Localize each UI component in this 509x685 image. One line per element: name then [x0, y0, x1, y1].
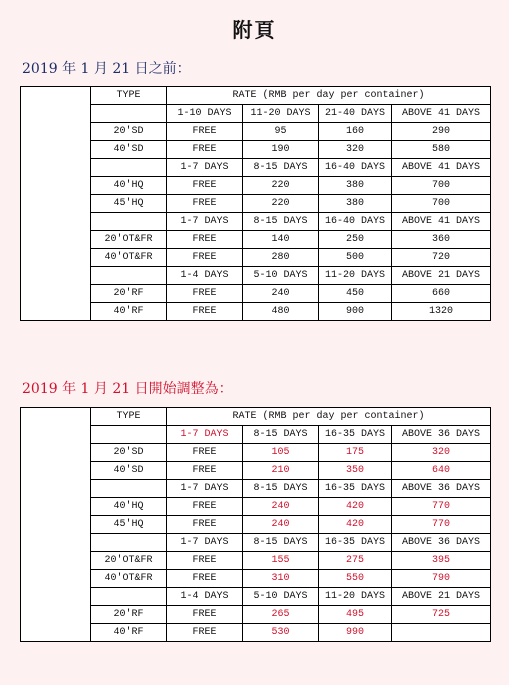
container-type-cell: 40'HQ: [91, 177, 167, 195]
period-cell: ABOVE 41 DAYS: [392, 105, 491, 123]
period-cell: 1-4 DAYS: [167, 267, 243, 285]
container-type-cell: 45'HQ: [91, 516, 167, 534]
period-cell: 16-40 DAYS: [319, 159, 392, 177]
table-row: [21, 123, 491, 141]
table-row: [21, 195, 491, 213]
period-cell: ABOVE 36 DAYS: [392, 480, 491, 498]
rate-value-cell: FREE: [167, 285, 243, 303]
table-row: [21, 624, 491, 642]
period-row: [21, 426, 491, 444]
table-row: [21, 285, 491, 303]
rate-value-cell: 95: [243, 123, 319, 141]
period-cell: 16-40 DAYS: [319, 213, 392, 231]
rate-value-cell: 420: [319, 498, 392, 516]
rate-value-cell: FREE: [167, 195, 243, 213]
rate-value-cell: 220: [243, 195, 319, 213]
rate-header: RATE (RMB per day per container): [167, 87, 491, 105]
rate-value-cell: 770: [392, 516, 491, 534]
rate-value-cell: FREE: [167, 462, 243, 480]
table-row: [21, 249, 491, 267]
container-type-cell: 40'OT&FR: [91, 570, 167, 588]
period-row: [21, 105, 491, 123]
period-row: [21, 480, 491, 498]
rate-value-cell: 310: [243, 570, 319, 588]
rate-value-cell: 420: [319, 516, 392, 534]
container-type-cell: 40'SD: [91, 462, 167, 480]
rate-value-cell: 700: [392, 195, 491, 213]
rate-value-cell: 720: [392, 249, 491, 267]
table-row: [21, 303, 491, 321]
container-type-cell: 20'SD: [91, 123, 167, 141]
period-cell: 11-20 DAYS: [319, 588, 392, 606]
rate-value-cell: 640: [392, 462, 491, 480]
period-type-blank: [91, 267, 167, 285]
period-type-blank: [91, 105, 167, 123]
rate-value-cell: 1320: [392, 303, 491, 321]
rate-value-cell: FREE: [167, 624, 243, 642]
period-cell: 1-7 DAYS: [167, 159, 243, 177]
container-type-cell: 20'RF: [91, 285, 167, 303]
rate-value-cell: FREE: [167, 516, 243, 534]
rate-value-cell: FREE: [167, 606, 243, 624]
type-header: TYPE: [91, 87, 167, 105]
period-row: [21, 588, 491, 606]
rate-value-cell: 160: [319, 123, 392, 141]
table-row: [21, 141, 491, 159]
rate-value-cell: FREE: [167, 498, 243, 516]
period-type-blank: [91, 588, 167, 606]
rate-value-cell: FREE: [167, 231, 243, 249]
period-type-blank: [91, 213, 167, 231]
rate-value-cell: 990: [319, 624, 392, 642]
container-type-cell: 20'SD: [91, 444, 167, 462]
rate-value-cell: 350: [319, 462, 392, 480]
table-row: [21, 498, 491, 516]
rate-value-cell: 380: [319, 177, 392, 195]
period-cell: 5-10 DAYS: [243, 588, 319, 606]
container-type-cell: 20'RF: [91, 606, 167, 624]
rate-value-cell: [392, 624, 491, 642]
rate-value-cell: 580: [392, 141, 491, 159]
type-header: TYPE: [91, 408, 167, 426]
rate-value-cell: FREE: [167, 570, 243, 588]
rate-value-cell: 140: [243, 231, 319, 249]
period-row: [21, 213, 491, 231]
rate-value-cell: 500: [319, 249, 392, 267]
period-type-blank: [91, 426, 167, 444]
rate-table-after: [20, 407, 491, 642]
period-cell: 16-35 DAYS: [319, 426, 392, 444]
rate-value-cell: 220: [243, 177, 319, 195]
header-row: [21, 87, 491, 105]
blank-column: [21, 87, 91, 321]
period-cell: 8-15 DAYS: [243, 480, 319, 498]
rate-value-cell: 700: [392, 177, 491, 195]
period-cell: 1-7 DAYS: [167, 426, 243, 444]
section-heading-after: 2019 年 1 月 21 日開始調整為：: [22, 381, 233, 397]
rate-value-cell: 210: [243, 462, 319, 480]
period-type-blank: [91, 159, 167, 177]
rate-value-cell: 290: [392, 123, 491, 141]
period-cell: 11-20 DAYS: [243, 105, 319, 123]
table-row: [21, 516, 491, 534]
rate-value-cell: 530: [243, 624, 319, 642]
period-cell: 5-10 DAYS: [243, 267, 319, 285]
container-type-cell: 45'HQ: [91, 195, 167, 213]
period-type-blank: [91, 534, 167, 552]
table-row: [21, 570, 491, 588]
rate-value-cell: 265: [243, 606, 319, 624]
rate-value-cell: 105: [243, 444, 319, 462]
period-cell: 8-15 DAYS: [243, 426, 319, 444]
period-cell: ABOVE 36 DAYS: [392, 534, 491, 552]
period-cell: 8-15 DAYS: [243, 534, 319, 552]
rate-value-cell: 240: [243, 285, 319, 303]
period-cell: 16-35 DAYS: [319, 534, 392, 552]
rate-value-cell: 175: [319, 444, 392, 462]
rate-value-cell: FREE: [167, 123, 243, 141]
period-cell: ABOVE 21 DAYS: [392, 267, 491, 285]
section-heading-before: 2019 年 1 月 21 日之前：: [22, 61, 191, 77]
rate-value-cell: 450: [319, 285, 392, 303]
rate-value-cell: 395: [392, 552, 491, 570]
period-row: [21, 159, 491, 177]
period-type-blank: [91, 480, 167, 498]
rate-header: RATE (RMB per day per container): [167, 408, 491, 426]
container-type-cell: 20'OT&FR: [91, 231, 167, 249]
period-cell: ABOVE 36 DAYS: [392, 426, 491, 444]
rate-value-cell: 725: [392, 606, 491, 624]
header-row: [21, 408, 491, 426]
page-title: 附頁: [232, 18, 277, 42]
period-cell: 11-20 DAYS: [319, 267, 392, 285]
rate-value-cell: 900: [319, 303, 392, 321]
container-type-cell: 40'SD: [91, 141, 167, 159]
rate-value-cell: 155: [243, 552, 319, 570]
rate-value-cell: 275: [319, 552, 392, 570]
rate-value-cell: 495: [319, 606, 392, 624]
period-cell: 1-7 DAYS: [167, 213, 243, 231]
period-cell: 16-35 DAYS: [319, 480, 392, 498]
rate-value-cell: 770: [392, 498, 491, 516]
container-type-cell: 20'OT&FR: [91, 552, 167, 570]
rate-value-cell: 360: [392, 231, 491, 249]
table-row: [21, 177, 491, 195]
rate-value-cell: 320: [392, 444, 491, 462]
rate-value-cell: FREE: [167, 141, 243, 159]
rate-table-before: [20, 86, 491, 321]
rate-value-cell: FREE: [167, 552, 243, 570]
rate-value-cell: 320: [319, 141, 392, 159]
table-row: [21, 606, 491, 624]
table-row: [21, 444, 491, 462]
rate-value-cell: 280: [243, 249, 319, 267]
period-cell: ABOVE 41 DAYS: [392, 213, 491, 231]
container-type-cell: 40'HQ: [91, 498, 167, 516]
period-cell: 8-15 DAYS: [243, 213, 319, 231]
rate-value-cell: 240: [243, 516, 319, 534]
rate-value-cell: 190: [243, 141, 319, 159]
rate-value-cell: 660: [392, 285, 491, 303]
period-cell: 21-40 DAYS: [319, 105, 392, 123]
rate-value-cell: 250: [319, 231, 392, 249]
rate-value-cell: FREE: [167, 177, 243, 195]
table-row: [21, 552, 491, 570]
rate-value-cell: FREE: [167, 249, 243, 267]
period-cell: 1-4 DAYS: [167, 588, 243, 606]
rate-value-cell: 790: [392, 570, 491, 588]
period-cell: ABOVE 21 DAYS: [392, 588, 491, 606]
table-row: [21, 231, 491, 249]
period-row: [21, 534, 491, 552]
period-cell: 1-7 DAYS: [167, 480, 243, 498]
period-cell: 1-7 DAYS: [167, 534, 243, 552]
blank-column: [21, 408, 91, 642]
rate-value-cell: 380: [319, 195, 392, 213]
container-type-cell: 40'OT&FR: [91, 249, 167, 267]
period-cell: ABOVE 41 DAYS: [392, 159, 491, 177]
table-row: [21, 462, 491, 480]
period-row: [21, 267, 491, 285]
rate-value-cell: 480: [243, 303, 319, 321]
rate-value-cell: FREE: [167, 444, 243, 462]
container-type-cell: 40'RF: [91, 303, 167, 321]
container-type-cell: 40'RF: [91, 624, 167, 642]
period-cell: 1-10 DAYS: [167, 105, 243, 123]
period-cell: 8-15 DAYS: [243, 159, 319, 177]
rate-value-cell: 240: [243, 498, 319, 516]
rate-value-cell: 550: [319, 570, 392, 588]
rate-value-cell: FREE: [167, 303, 243, 321]
